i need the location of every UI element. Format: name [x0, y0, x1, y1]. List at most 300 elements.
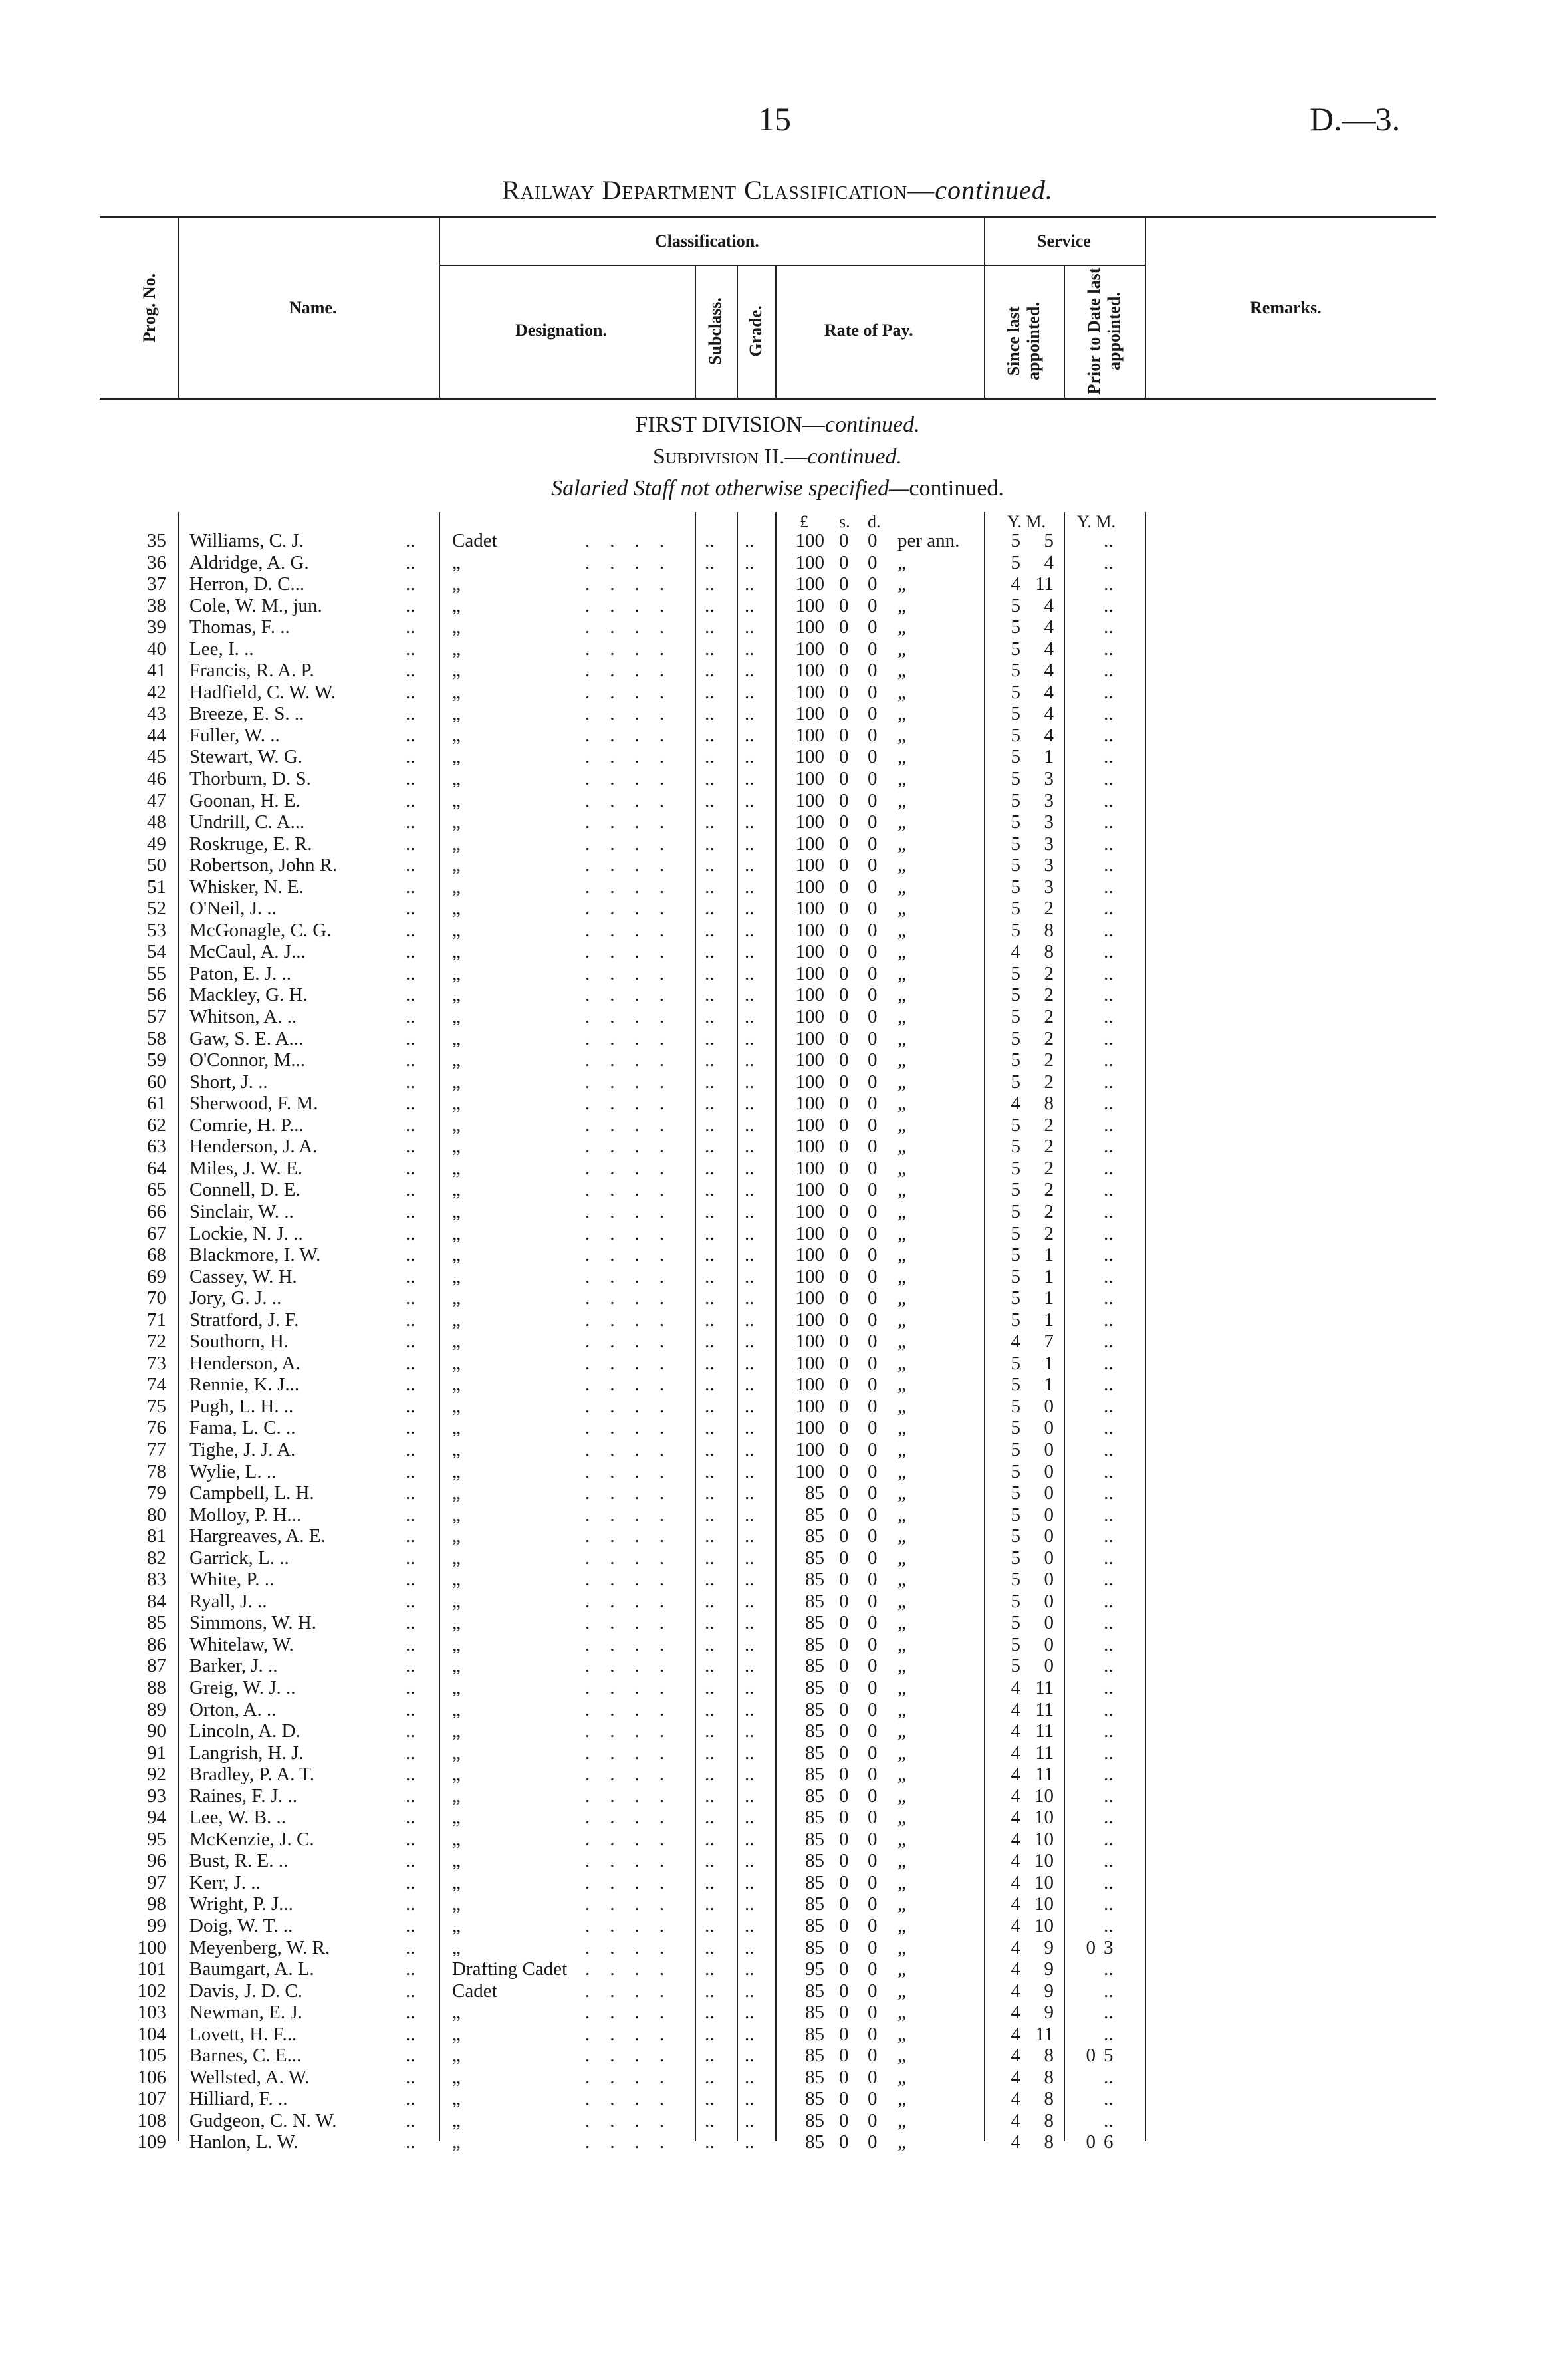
- leader-dots: ..: [745, 2088, 755, 2110]
- prog-number: 92: [147, 1764, 166, 1785]
- prog-number: 86: [147, 1633, 166, 1655]
- since-months: 0: [1044, 1590, 1054, 1612]
- leader-dots: ..: [705, 898, 715, 920]
- leader-dots: ..: [745, 1395, 755, 1417]
- rate-pounds: 100: [795, 638, 824, 660]
- divider-name-class: [439, 216, 440, 399]
- staff-name: Sherwood, F. M.: [189, 1093, 318, 1115]
- staff-name: Whitson, A. ..: [189, 1006, 297, 1028]
- leader-dots: ..: [745, 1027, 755, 1049]
- divider-grade-rate: [775, 265, 777, 399]
- since-months: 11: [1035, 1720, 1054, 1742]
- rate-shillings: 0: [839, 1395, 849, 1417]
- prog-number: 82: [147, 1547, 166, 1569]
- rate-period: „: [897, 1460, 906, 1482]
- rate-shillings: 0: [839, 1850, 849, 1872]
- rate-pounds: 100: [795, 1352, 824, 1374]
- table-row: [0, 530, 1555, 552]
- rate-pounds: 85: [805, 1980, 824, 2002]
- rate-pence: 0: [868, 2109, 878, 2131]
- staff-name: Lee, W. B. ..: [189, 1807, 286, 1829]
- leader-dots: ....: [585, 1547, 684, 1569]
- leader-dots: ..: [406, 1460, 416, 1482]
- leader-dots: ..: [406, 573, 416, 595]
- staff-name: McKenzie, J. C.: [189, 1828, 314, 1850]
- prog-number: 67: [147, 1222, 166, 1244]
- leader-dots: ..: [745, 703, 755, 725]
- rate-period: „: [897, 1482, 906, 1504]
- leader-dots: ..: [705, 1655, 715, 1677]
- table-row: [0, 1071, 1555, 1093]
- prog-number: 100: [137, 1936, 166, 1958]
- leader-dots: ..: [406, 1265, 416, 1287]
- prog-number: 106: [137, 2066, 166, 2088]
- table-row: [0, 1612, 1555, 1634]
- leader-dots: ....: [585, 1352, 684, 1374]
- staff-name: Simmons, W. H.: [189, 1612, 316, 1634]
- designation: „: [452, 941, 461, 963]
- leader-dots: ..: [745, 1828, 755, 1850]
- designation: „: [452, 573, 461, 595]
- prog-number: 108: [137, 2109, 166, 2131]
- rate-shillings: 0: [839, 1374, 849, 1396]
- prior-months: ..: [1104, 898, 1114, 920]
- rate-pence: 0: [868, 1958, 878, 1980]
- leader-dots: ....: [585, 1807, 684, 1829]
- prog-number: 54: [147, 941, 166, 963]
- since-months: 9: [1044, 2002, 1054, 2024]
- designation: „: [452, 1374, 461, 1396]
- designation: „: [452, 855, 461, 876]
- leader-dots: ..: [705, 1893, 715, 1915]
- designation: „: [452, 2045, 461, 2067]
- rate-pence: 0: [868, 1460, 878, 1482]
- leader-dots: ..: [406, 616, 416, 638]
- leader-dots: ..: [406, 1958, 416, 1980]
- since-years: 5: [1011, 1525, 1020, 1547]
- leader-dots: ..: [406, 1222, 416, 1244]
- rate-shillings: 0: [839, 1676, 849, 1698]
- leader-dots: ....: [585, 1850, 684, 1872]
- rate-shillings: 0: [839, 1114, 849, 1136]
- prog-number: 37: [147, 573, 166, 595]
- leader-dots: ..: [705, 1265, 715, 1287]
- leader-dots: ..: [745, 1352, 755, 1374]
- rate-period: „: [897, 1828, 906, 1850]
- since-months: 2: [1044, 1222, 1054, 1244]
- leader-dots: ..: [705, 1287, 715, 1309]
- prog-number: 93: [147, 1785, 166, 1807]
- leader-dots: ..: [745, 1482, 755, 1504]
- since-years: 4: [1011, 1331, 1020, 1353]
- leader-dots: ..: [745, 962, 755, 984]
- designation: „: [452, 919, 461, 941]
- since-years: 5: [1011, 962, 1020, 984]
- since-months: 11: [1035, 1698, 1054, 1720]
- leader-dots: ....: [585, 1460, 684, 1482]
- leader-dots: ..: [745, 1093, 755, 1115]
- rate-shillings: 0: [839, 1006, 849, 1028]
- since-years: 4: [1011, 1764, 1020, 1785]
- rate-shillings: 0: [839, 551, 849, 573]
- leader-dots: ..: [745, 1179, 755, 1201]
- staff-name: O'Connor, M...: [189, 1049, 306, 1071]
- table-row: [0, 703, 1555, 725]
- rate-period: „: [897, 573, 906, 595]
- staff-name: Bust, R. E. ..: [189, 1850, 289, 1872]
- rate-pounds: 100: [795, 616, 824, 638]
- since-months: 3: [1044, 833, 1054, 855]
- staff-name: Henderson, J. A.: [189, 1136, 318, 1158]
- leader-dots: ....: [585, 1244, 684, 1266]
- since-years: 4: [1011, 2109, 1020, 2131]
- leader-dots: ..: [745, 1114, 755, 1136]
- staff-name: Goonan, H. E.: [189, 789, 300, 811]
- prior-months: ..: [1104, 1504, 1114, 1525]
- leader-dots: ....: [585, 1222, 684, 1244]
- table-row: [0, 833, 1555, 855]
- leader-dots: ..: [406, 1374, 416, 1396]
- prior-months: 5: [1104, 2045, 1114, 2067]
- table-row: [0, 876, 1555, 898]
- staff-name: Langrish, H. J.: [189, 1742, 304, 1764]
- rate-period: „: [897, 1525, 906, 1547]
- rate-period: „: [897, 1612, 906, 1634]
- staff-name: Hilliard, F. ..: [189, 2088, 288, 2110]
- rate-period: „: [897, 1309, 906, 1331]
- designation: „: [452, 1114, 461, 1136]
- leader-dots: ..: [406, 1980, 416, 2002]
- leader-dots: ..: [705, 919, 715, 941]
- rate-pounds: 85: [805, 2045, 824, 2067]
- rate-period: „: [897, 1027, 906, 1049]
- leader-dots: ....: [585, 595, 684, 616]
- table-row: [0, 811, 1555, 833]
- leader-dots: ..: [406, 1049, 416, 1071]
- leader-dots: ....: [585, 2002, 684, 2024]
- table-row: [0, 2110, 1555, 2132]
- since-months: 4: [1044, 616, 1054, 638]
- leader-dots: ..: [406, 1569, 416, 1591]
- divider-class-service: [984, 216, 985, 399]
- rate-shillings: 0: [839, 789, 849, 811]
- leader-dots: ..: [745, 573, 755, 595]
- leader-dots: ..: [745, 1417, 755, 1439]
- since-years: 4: [1011, 2045, 1020, 2067]
- leader-dots: ....: [585, 573, 684, 595]
- division-continued: continued.: [825, 412, 920, 437]
- rate-shillings: 0: [839, 1569, 849, 1591]
- rate-period: „: [897, 1222, 906, 1244]
- staff-name: Fuller, W. ..: [189, 724, 280, 746]
- designation: „: [452, 681, 461, 703]
- rate-pence: 0: [868, 1525, 878, 1547]
- staff-name: Barnes, C. E...: [189, 2045, 302, 2067]
- rate-shillings: 0: [839, 2088, 849, 2110]
- prog-number: 97: [147, 1871, 166, 1893]
- rate-period: „: [897, 660, 906, 682]
- table-row: [0, 1179, 1555, 1201]
- since-years: 5: [1011, 1287, 1020, 1309]
- prog-number: 45: [147, 746, 166, 768]
- rate-pence: 0: [868, 1720, 878, 1742]
- rate-pounds: 100: [795, 1200, 824, 1222]
- since-months: 0: [1044, 1395, 1054, 1417]
- leader-dots: ..: [705, 1958, 715, 1980]
- staff-name: Francis, R. A. P.: [189, 660, 314, 682]
- rate-shillings: 0: [839, 2066, 849, 2088]
- unit-shillings: s.: [839, 512, 850, 531]
- staff-name: Molloy, P. H...: [189, 1504, 302, 1525]
- divider-des-sub: [695, 265, 696, 399]
- leader-dots: ..: [705, 1720, 715, 1742]
- since-months: 9: [1044, 1936, 1054, 1958]
- prog-number: 74: [147, 1374, 166, 1396]
- since-years: 5: [1011, 1309, 1020, 1331]
- table-row: [0, 660, 1555, 682]
- rate-period: „: [897, 2109, 906, 2131]
- designation: „: [452, 724, 461, 746]
- prog-number: 90: [147, 1720, 166, 1742]
- prior-months: ..: [1104, 1893, 1114, 1915]
- rate-period: „: [897, 1504, 906, 1525]
- leader-dots: ..: [745, 1698, 755, 1720]
- staff-title: Salaried Staff not otherwise specified—: [551, 476, 909, 501]
- leader-dots: ..: [406, 811, 416, 833]
- since-years: 5: [1011, 1547, 1020, 1569]
- prior-months: ..: [1104, 1850, 1114, 1872]
- rate-shillings: 0: [839, 1525, 849, 1547]
- since-years: 5: [1011, 1482, 1020, 1504]
- designation: „: [452, 746, 461, 768]
- since-years: 4: [1011, 2088, 1020, 2110]
- rate-pence: 0: [868, 681, 878, 703]
- since-years: 5: [1011, 1395, 1020, 1417]
- rate-shillings: 0: [839, 1547, 849, 1569]
- rate-pence: 0: [868, 703, 878, 725]
- rate-shillings: 0: [839, 833, 849, 855]
- designation: „: [452, 1828, 461, 1850]
- rate-pence: 0: [868, 1893, 878, 1915]
- rate-period: „: [897, 1850, 906, 1872]
- rate-period: „: [897, 746, 906, 768]
- rate-shillings: 0: [839, 1612, 849, 1634]
- leader-dots: ..: [705, 1915, 715, 1936]
- prior-months: ..: [1104, 1244, 1114, 1266]
- staff-name: Lincoln, A. D.: [189, 1720, 300, 1742]
- leader-dots: ..: [745, 1785, 755, 1807]
- leader-dots: ..: [745, 1676, 755, 1698]
- since-months: 8: [1044, 2088, 1054, 2110]
- since-years: 4: [1011, 573, 1020, 595]
- leader-dots: ..: [745, 1915, 755, 1936]
- rate-shillings: 0: [839, 2109, 849, 2131]
- prog-number: 44: [147, 724, 166, 746]
- leader-dots: ..: [745, 2045, 755, 2067]
- since-months: 0: [1044, 1569, 1054, 1591]
- rate-period: „: [897, 1374, 906, 1396]
- prog-number: 64: [147, 1157, 166, 1179]
- rate-pence: 0: [868, 1352, 878, 1374]
- since-years: 4: [1011, 1676, 1020, 1698]
- since-months: 10: [1034, 1785, 1054, 1807]
- rate-pence: 0: [868, 1006, 878, 1028]
- rate-period: „: [897, 1936, 906, 1958]
- staff-name: Comrie, H. P...: [189, 1114, 304, 1136]
- unit-years-months-since: Y. M.: [1007, 512, 1046, 531]
- division-title: FIRST DIVISION—: [635, 412, 825, 437]
- leader-dots: ..: [705, 1936, 715, 1958]
- prog-number: 103: [137, 2002, 166, 2024]
- since-years: 4: [1011, 1828, 1020, 1850]
- rate-pounds: 100: [795, 789, 824, 811]
- designation: Cadet: [452, 530, 497, 551]
- leader-dots: ..: [705, 962, 715, 984]
- leader-dots: ..: [745, 1136, 755, 1158]
- rate-pounds: 85: [805, 1482, 824, 1504]
- rate-pounds: 85: [805, 1915, 824, 1936]
- since-years: 5: [1011, 1049, 1020, 1071]
- rate-pounds: 85: [805, 1785, 824, 1807]
- rate-pounds: 100: [795, 681, 824, 703]
- leader-dots: ..: [406, 962, 416, 984]
- leader-dots: ..: [745, 1742, 755, 1764]
- prior-months: ..: [1104, 833, 1114, 855]
- leader-dots: ..: [406, 1352, 416, 1374]
- leader-dots: ....: [585, 1936, 684, 1958]
- prog-number: 49: [147, 833, 166, 855]
- since-years: 5: [1011, 1612, 1020, 1634]
- staff-name: Baumgart, A. L.: [189, 1958, 314, 1980]
- leader-dots: ....: [585, 1720, 684, 1742]
- since-months: 1: [1044, 1374, 1054, 1396]
- rate-pounds: 100: [795, 1157, 824, 1179]
- since-months: 2: [1044, 1136, 1054, 1158]
- since-years: 5: [1011, 1504, 1020, 1525]
- rate-period: „: [897, 789, 906, 811]
- staff-name: Davis, J. D. C.: [189, 1980, 302, 2002]
- since-years: 5: [1011, 811, 1020, 833]
- designation: „: [452, 703, 461, 725]
- designation: „: [452, 2002, 461, 2024]
- leader-dots: ..: [705, 1179, 715, 1201]
- since-years: 5: [1011, 703, 1020, 725]
- leader-dots: ....: [585, 2131, 684, 2153]
- staff-name: Whisker, N. E.: [189, 876, 304, 898]
- rate-shillings: 0: [839, 1958, 849, 1980]
- table-row: [0, 1872, 1555, 1894]
- page-title-main: Railway Department Classification—: [502, 175, 935, 205]
- since-months: 1: [1044, 1244, 1054, 1266]
- leader-dots: ..: [406, 2023, 416, 2045]
- since-months: 3: [1044, 789, 1054, 811]
- prior-months: ..: [1104, 2002, 1114, 2024]
- table-row: [0, 1309, 1555, 1331]
- rate-pounds: 100: [795, 1049, 824, 1071]
- staff-name: Blackmore, I. W.: [189, 1244, 321, 1266]
- designation: „: [452, 1547, 461, 1569]
- prior-months: ..: [1104, 1785, 1114, 1807]
- staff-name: Tighe, J. J. A.: [189, 1438, 296, 1460]
- leader-dots: ..: [406, 1612, 416, 1634]
- rate-period: „: [897, 1114, 906, 1136]
- since-months: 8: [1044, 2109, 1054, 2131]
- leader-dots: ..: [406, 703, 416, 725]
- since-years: 4: [1011, 2002, 1020, 2024]
- leader-dots: ..: [705, 1482, 715, 1504]
- prior-months: ..: [1104, 789, 1114, 811]
- prior-months: ..: [1104, 1006, 1114, 1028]
- rate-shillings: 0: [839, 2002, 849, 2024]
- designation: „: [452, 1807, 461, 1829]
- rate-period: „: [897, 984, 906, 1006]
- staff-name: Bradley, P. A. T.: [189, 1764, 314, 1785]
- prior-months: ..: [1104, 724, 1114, 746]
- rate-period: „: [897, 1742, 906, 1764]
- since-months: 10: [1034, 1915, 1054, 1936]
- since-years: 5: [1011, 1590, 1020, 1612]
- leader-dots: ....: [585, 703, 684, 725]
- prior-months: ..: [1104, 1157, 1114, 1179]
- prior-months: ..: [1104, 1633, 1114, 1655]
- table-row: [0, 920, 1555, 942]
- rate-pence: 0: [868, 1915, 878, 1936]
- prior-months: ..: [1104, 1374, 1114, 1396]
- prog-number: 65: [147, 1179, 166, 1201]
- prog-number: 87: [147, 1655, 166, 1677]
- leader-dots: ....: [585, 1395, 684, 1417]
- prog-number: 69: [147, 1265, 166, 1287]
- since-years: 4: [1011, 1742, 1020, 1764]
- leader-dots: ..: [705, 573, 715, 595]
- prior-years: 0: [1086, 2045, 1096, 2067]
- leader-dots: ....: [585, 898, 684, 920]
- since-years: 5: [1011, 1200, 1020, 1222]
- leader-dots: ..: [406, 1200, 416, 1222]
- rate-period: „: [897, 1265, 906, 1287]
- leader-dots: ....: [585, 2088, 684, 2110]
- rate-pounds: 85: [805, 2066, 824, 2088]
- leader-dots: ..: [406, 746, 416, 768]
- rate-pence: 0: [868, 1633, 878, 1655]
- leader-dots: ..: [406, 1027, 416, 1049]
- leader-dots: ....: [585, 1157, 684, 1179]
- prog-number: 84: [147, 1590, 166, 1612]
- rate-shillings: 0: [839, 660, 849, 682]
- since-months: 2: [1044, 1027, 1054, 1049]
- table-row: [0, 746, 1555, 768]
- rate-pounds: 85: [805, 2002, 824, 2024]
- leader-dots: ....: [585, 1569, 684, 1591]
- rate-pence: 0: [868, 1395, 878, 1417]
- leader-dots: ..: [406, 1915, 416, 1936]
- rate-shillings: 0: [839, 984, 849, 1006]
- leader-dots: ..: [745, 1807, 755, 1829]
- since-years: 5: [1011, 1179, 1020, 1201]
- table-row: [0, 2002, 1555, 2024]
- leader-dots: ..: [406, 1417, 416, 1439]
- rate-pence: 0: [868, 1547, 878, 1569]
- leader-dots: ..: [705, 984, 715, 1006]
- leader-dots: ..: [705, 1980, 715, 2002]
- leader-dots: ....: [585, 1612, 684, 1634]
- leader-dots: ....: [585, 1785, 684, 1807]
- table-row: [0, 1547, 1555, 1569]
- page-title: [0, 174, 1555, 205]
- leader-dots: ....: [585, 789, 684, 811]
- rate-pounds: 85: [805, 1655, 824, 1677]
- table-row: [0, 1158, 1555, 1180]
